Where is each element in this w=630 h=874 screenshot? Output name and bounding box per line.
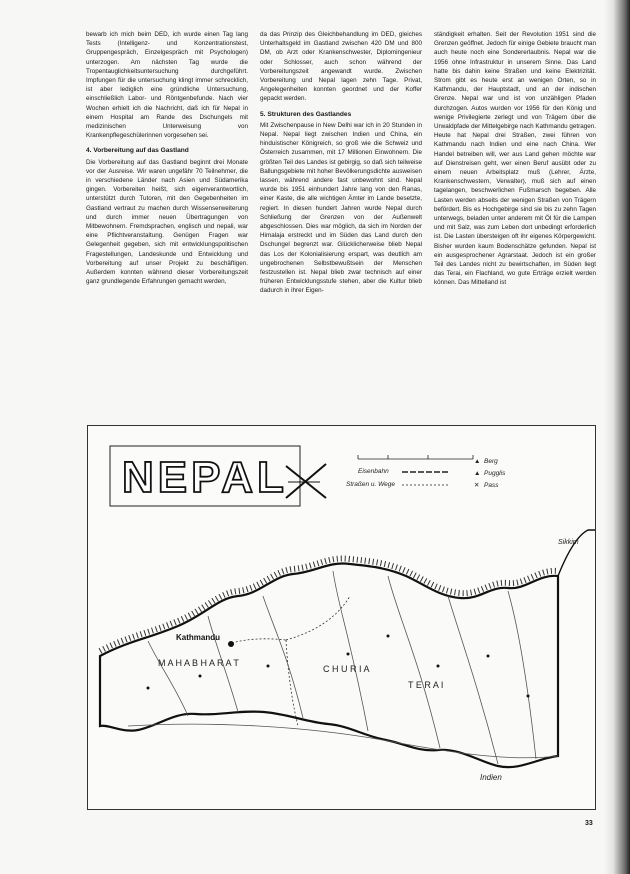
sikkim-border bbox=[558, 530, 595, 576]
column-2-body: Mit Zwischenpause in New Delhi war ich in 20 Stunden in Nepal. Nepal liegt zwischen Indien und China, ein hinduistischer Königreich, so groß wie die Schweiz und Österreich zusammen, mit 17 Millionen Einwohnern. Die größten Teil des Landes ist gebirgig, so daß sich teilweise Ballungsgebiete mit hoher Bevölkerungsdichte ausweisen lassen, während andere fast unbewohnt sind. Nepal wurde bis 1951 einhundert Jahre lang von den Ranas, einer Kaste, die alle wichtigen Ämter im Lande besetzte, regiert. In diesen hundert Jahren wurde Nepal durch Schließung der Grenzen von der Außenwelt abgeschlossen. Dies war möglich, da sich im Norden der Himalaja erstreckt und im Süden das Land durch den Dschungel begrenzt war. Glücklicherweise blieb Nepal das Los der Kolonialisierung erspart, was deutlich am ungebrochenen Selbstbewußtsein der Menschen festzustellen ist. Nepal blieb zwar technisch auf einer früheren Entwicklungsstufe stehen, aber die Kultur blieb dadurch in ihrer Eigen- bbox=[260, 121, 422, 295]
map-title: NEPAL bbox=[122, 453, 288, 502]
map-legend bbox=[346, 455, 506, 489]
nepal-map bbox=[87, 425, 596, 810]
scan-shadow-edge bbox=[604, 0, 630, 874]
section-heading-4: 4. Vorbereitung auf das Gastland bbox=[86, 147, 189, 155]
page-number: 33 bbox=[585, 820, 593, 827]
legend-strassen: Straßen u. Wege bbox=[346, 481, 396, 488]
compass-rose bbox=[286, 464, 326, 498]
label-sikkim: Sikkim bbox=[558, 539, 579, 546]
mountain-symbol-icon: ▲ bbox=[474, 458, 481, 465]
label-mahabharat: M A H A B H A R A T bbox=[158, 658, 239, 668]
kathmandu-marker bbox=[228, 641, 234, 647]
legend-pass: Pass bbox=[484, 482, 499, 489]
column-3 bbox=[434, 30, 596, 418]
label-terai: T E R A I bbox=[408, 680, 444, 690]
label-churia: C H U R I A bbox=[323, 664, 370, 674]
legend-berg: Berg bbox=[484, 458, 498, 465]
column-2-intro: da das Prinzip des Gleichbehandlung im DED, gleiches Unterhaltsgeld im Gastland zwischen 420 DM und 800 DM, ob Arzt oder Krankenschwester, Diplomingenieur oder Schlosser, auch schon während der Vorbereitungszeit angewandt wurde. Zwischen Vorbereitung und Nepal lagen zehn Tage. Privat, Angelegenheiten konnten geordnet und der Koffer gepackt werden. bbox=[260, 31, 422, 103]
column-2 bbox=[260, 30, 422, 418]
column-1-intro: bewarb ich mich beim DED, ich wurde einen Tag lang Tests (Intelligenz- und Konzentrationstest, Gruppengespräch, Einzelgespräch mit Psychologen) unterzogen. Am nächsten Tag wurde die Tropentauglichkeitsuntersuchung durchgeführt. Impfungen für die untersuchung klingt immer schrecklich, ist aber lediglich eine gründliche Untersuchung, einschließlich Labor- und Röntgenbefunde. Nach vier Wochen erhielt ich die Nachricht, daß ich für Nepal in einem Hospital am Rande des Dschungels mit medizinischen Unterweisung von Krankenpflegeschülerinnen vorgesehen sei. bbox=[86, 31, 248, 140]
label-indien: Indien bbox=[480, 773, 502, 782]
nepal-map-drawing bbox=[88, 426, 595, 809]
peak-symbol-icon: ▲ bbox=[474, 470, 481, 477]
article-columns bbox=[86, 30, 596, 418]
pass-symbol-icon: ✕ bbox=[474, 482, 480, 489]
legend-pugglis: Pugglis bbox=[484, 470, 506, 477]
label-kathmandu: Kathmandu bbox=[176, 633, 220, 642]
column-1 bbox=[86, 30, 248, 418]
section-heading-5: 5. Strukturen des Gastlandes bbox=[260, 110, 352, 118]
legend-eisenbahn: Eisenbahn bbox=[358, 468, 389, 475]
column-1-body: Die Vorbereitung auf das Gastland beginnt drei Monate vor der Ausreise. Wir waren ungefähr 70 Teilnehmer, die in verschiedene Länder nach Asien und Südamerika gingen. Vorbereiten heißt, sich eigenverantwortlich, unterstützt durch Tutoren, mit den Gegebenheiten im Gastland vertraut zu machen durch Wissenserweiterung und durch immer neuen Übertragungen von Mitbewohnern. Fremdsprachen, englisch und nepali, war eine Pflichtveranstaltung. Genügen Fragen war Gelegenheit gegeben, sich mit entwicklungspolitischen Fragestellungen, Landeskunde und Entwicklung und Vorbereitung auf unser Projekt zu beschäftigen. Außerdem konnten während dieser Vorbereitungszeit ganz grundlegende Erfahrungen gemacht werden, bbox=[86, 158, 248, 286]
column-3-body: ständigkeit erhalten. Seit der Revolution 1951 sind die Grenzen geöffnet. Jedoch für einige Gebiete braucht man auch heute noch eine Sondererlaubnis. Nepal war die 1956 ohne Infrastruktur in unserem Sinne. Das Land hatte bis dahin keine Straßen und keine Elektrizität. Strom gibt es heute erst an wenigen Orten, so in Kathmandu, der Hauptstadt, und an der indischen Grenze. Nepal war und ist von unzähligen Pfaden durchzogen. Autos wurden vor 1956 für den König und wenige Privilegierte zerlegt und von Trägern über die Urwaldpfade der Mittelgebirge nach Kathmandu getragen. Heute hat Nepal drei Straßen, zwei führen von Kathmandu nach Indien und eine nach China. Wer Handel betreiben will, wer aus Land gehen möchte war auf Dienstreisen geht, wer einen Beruf ausübt oder zu einem neuen Arbeitsplatz muß (Lehrer, Ärzte, Krankenschwestern, Verwalter), muß sich auf einen tagelangen, beschwerlichen Fußmarsch begeben. Alle Lasten werden abseits der wenigen Straßen von Trägern befördert. Bis es Hochgebirge sind sie bis zu zehn Tagen unterwegs, beladen unter anderem mit Öl für die Lampen und mit Salz, was zum Leben dort unbedingt erforderlich ist. Die Lasten übersteigen oft ihr eigenes Körpergewicht. Bisher wurden kaum Bodenschätze gefunden. Nepal ist ein ausgesprochener Agrarstaat. Jedoch ist ein großer Teil des Landes nicht zu bewirtschaften, im Süden liegt das Terai, ein Flachland, wo gute Erträge erzielt werden können. Das Mittelland ist bbox=[434, 31, 596, 287]
